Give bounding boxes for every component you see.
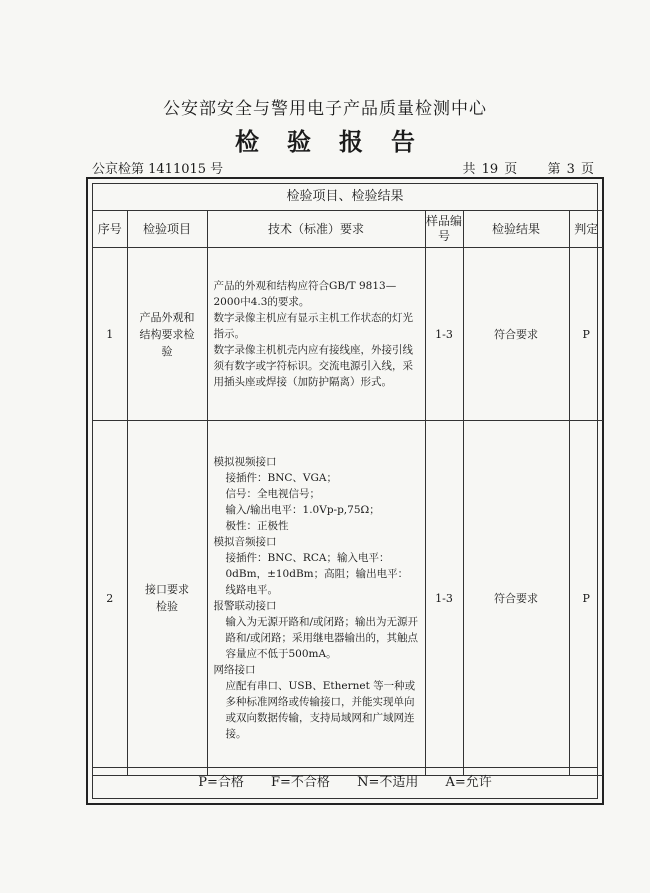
report-frame bbox=[86, 177, 604, 805]
row-result: 符合要求 bbox=[463, 248, 569, 421]
col-header-sample: 样品编号 bbox=[425, 211, 463, 248]
total-pages: 共 19 页 bbox=[462, 162, 518, 177]
row-requirement bbox=[207, 421, 425, 776]
requirement-line: 报警联动接口 bbox=[213, 600, 277, 612]
requirement-line: 应配有串口、USB、Ethernet 等一种或多种标准网络或传输接口，并能实现单向或双向数据传输，支持局域网和广域网连接。 bbox=[225, 680, 416, 740]
requirement-line: 产品的外观和结构应符合GB/T 9813—2000中4.3的要求。 bbox=[213, 280, 397, 308]
report-title: 检验报告 bbox=[235, 127, 443, 156]
requirement-line: 接插件：BNC、VGA； bbox=[225, 472, 337, 484]
organization-name: 公安部安全与警用电子产品质量检测中心 bbox=[163, 99, 487, 119]
row-item: 产品外观和结构要求检验 bbox=[127, 248, 207, 421]
requirement-line: 接插件：BNC、RCA；输入电平：0dBm，±10dBm；高阻；输出电平：线路电平。 bbox=[225, 552, 409, 596]
legend-pass: P=合格 bbox=[198, 775, 244, 790]
legend-not-applicable: N=不适用 bbox=[357, 775, 419, 790]
row-requirement bbox=[207, 248, 425, 421]
col-header-verdict: 判定 bbox=[569, 211, 603, 248]
row-item: 接口要求检验 bbox=[127, 421, 207, 776]
row-verdict: P bbox=[569, 248, 603, 421]
col-header-item: 检验项目 bbox=[127, 211, 207, 248]
requirement-line: 数字录像主机机壳内应有接线座，外接引线须有数字或字符标识。交流电源引入线，采用插头座或焊接（加防护隔离）形式。 bbox=[213, 344, 413, 388]
page-info bbox=[439, 158, 595, 177]
table-row bbox=[93, 248, 603, 421]
legend-allowed: A=允许 bbox=[445, 775, 492, 790]
legend-fail: F=不合格 bbox=[271, 775, 330, 790]
row-sample: 1-3 bbox=[425, 248, 463, 421]
current-page: 第 3 页 bbox=[547, 162, 594, 177]
col-header-requirement: 技术（标准）要求 bbox=[207, 211, 425, 248]
requirement-line: 模拟音频接口 bbox=[213, 536, 277, 548]
row-verdict: P bbox=[569, 421, 603, 776]
requirement-line: 信号：全电视信号； bbox=[225, 488, 320, 500]
inspection-table-container bbox=[92, 183, 598, 799]
table-row bbox=[93, 421, 603, 776]
row-sample: 1-3 bbox=[425, 421, 463, 776]
inspection-table bbox=[93, 210, 603, 776]
col-header-no: 序号 bbox=[93, 211, 127, 248]
col-header-result: 检验结果 bbox=[463, 211, 569, 248]
requirement-line: 网络接口 bbox=[213, 664, 256, 676]
requirement-line: 输入为无源开路和/或闭路；输出为无源开路和/或闭路；采用继电器输出的，其触点容量应不低于500mA。 bbox=[225, 616, 419, 660]
row-number: 1 bbox=[93, 248, 127, 421]
table-caption: 检验项目、检验结果 bbox=[93, 184, 597, 211]
report-number: 公京检第 1411015 号 bbox=[92, 162, 224, 177]
table-header-row bbox=[93, 211, 603, 248]
requirement-line: 输入/输出电平：1.0Vp-p,75Ω； bbox=[225, 504, 380, 516]
requirement-line: 极性：正极性 bbox=[225, 520, 289, 532]
row-result: 符合要求 bbox=[463, 421, 569, 776]
verdict-legend bbox=[93, 767, 597, 798]
requirement-line: 模拟视频接口 bbox=[213, 456, 277, 468]
requirement-line: 数字录像主机应有显示主机工作状态的灯光指示。 bbox=[213, 312, 413, 340]
row-number: 2 bbox=[93, 421, 127, 776]
